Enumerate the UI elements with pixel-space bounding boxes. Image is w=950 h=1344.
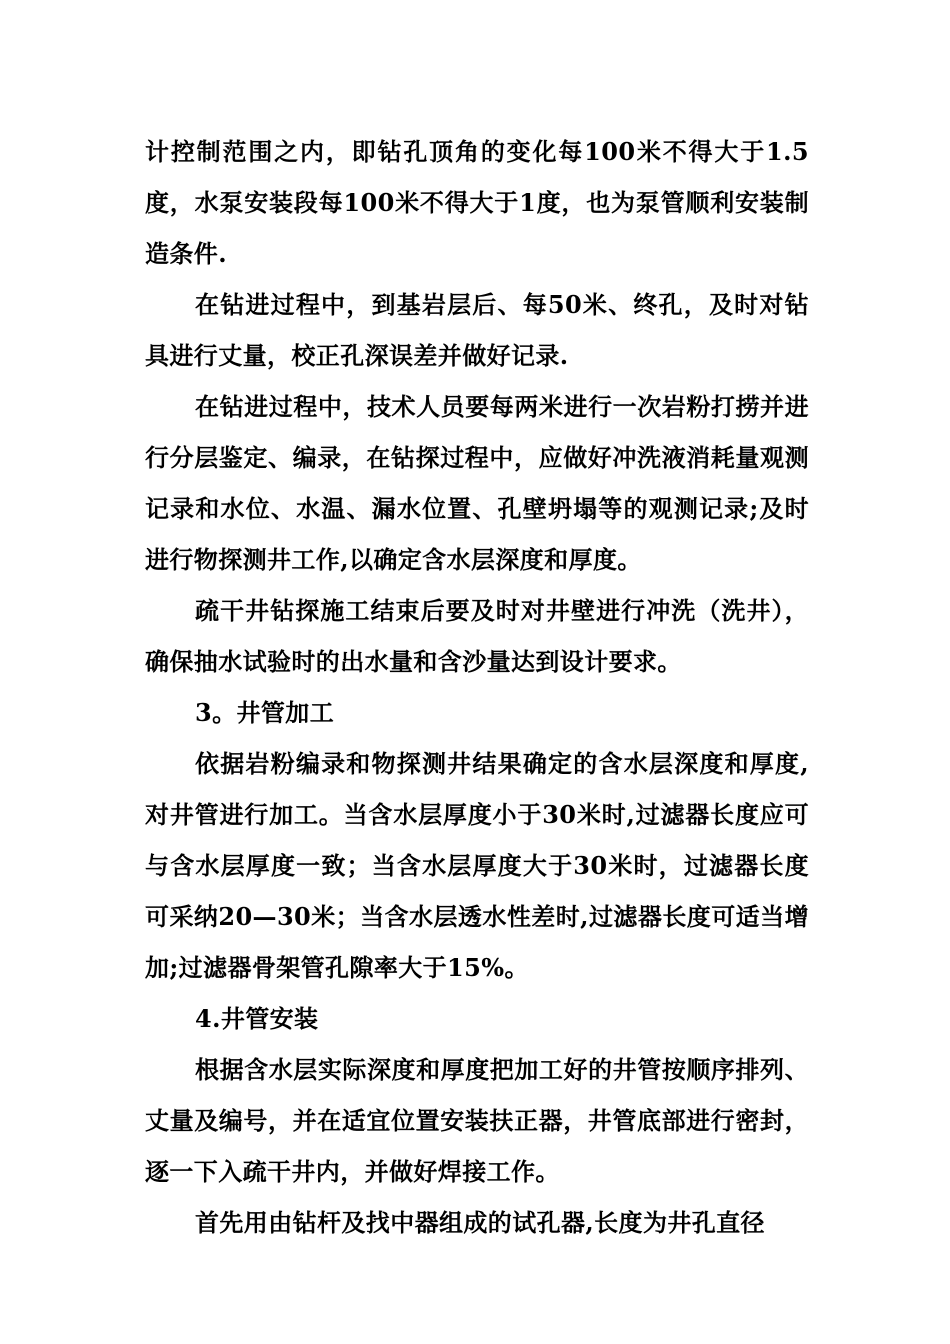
paragraph-pipe-processing: 依据岩粉编录和物探测井结果确定的含水层深度和厚度,对井管进行加工。当含水层厚度小于30米时,过滤器长度应可与含水层厚度一致；当含水层厚度大于30米时，过滤器长度可采纳20—30米；当含水层透水性差时,过滤器长度可适当增加;过滤器骨架管孔隙率大于15%。 [145,749,809,982]
paragraph-well-flushing: 疏干井钻探施工结束后要及时对井壁进行冲洗（洗井），确保抽水试验时的出水量和含沙量达到设计要求。 [145,596,809,676]
section-heading-pipe-processing: 3。井管加工 [195,698,335,727]
paragraph-logging-records: 在钻进过程中，技术人员要每两米进行一次岩粉打捞并进行分层鉴定、编录，在钻探过程中，应做好冲洗液消耗量观测记录和水位、水温、漏水位置、孔壁坍塌等的观测记录;及时进行物探测井工作,以确定含水层深度和厚度。 [145,392,809,574]
paragraph-test-hole: 首先用由钻杆及找中器组成的试孔器,长度为井孔直径 [195,1208,765,1237]
section-heading-pipe-installation: 4.井管安装 [195,1004,319,1033]
paragraph-footage-measurement: 在钻进过程中，到基岩层后、每50米、终孔，及时对钻具进行丈量，校正孔深误差并做好记录. [145,290,809,370]
text-body [145,126,809,1248]
paragraph-pipe-installation: 根据含水层实际深度和厚度把加工好的井管按顺序排列、丈量及编号，并在适宜位置安装扶正器，井管底部进行密封，逐一下入疏干井内，并做好焊接工作。 [145,1055,809,1186]
paragraph-continuation: 计控制范围之内，即钻孔顶角的变化每100米不得大于1.5度，水泵安装段每100米不得大于1度，也为泵管顺利安装制造条件. [145,137,809,268]
